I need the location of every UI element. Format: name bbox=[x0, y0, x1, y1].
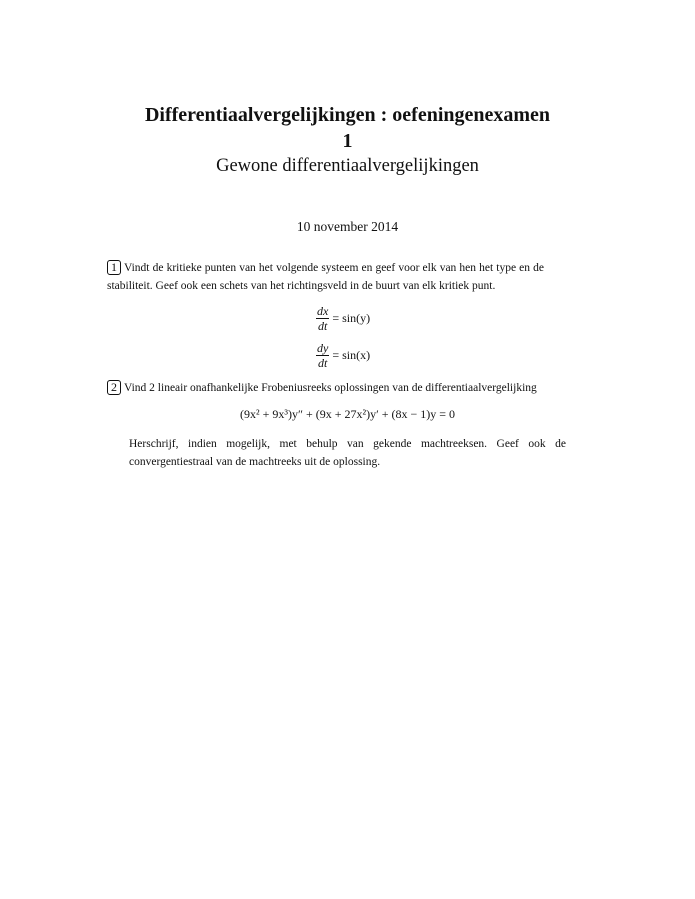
exam-date: 10 november 2014 bbox=[296, 219, 399, 234]
question-1-text: Vindt de kritieke punten van het volgende systeem en geef voor elk van hen het type en de stabiliteit. Geef ook een schets van het richtingsveld in de buurt van elk kritiek punt. bbox=[107, 262, 544, 292]
question-2 bbox=[107, 380, 577, 398]
fraction-denominator: dt bbox=[317, 319, 328, 333]
question-2-text: Vind 2 lineair onafhankelijke Frobeniusreeks oplossingen van de differentiaalvergelijking bbox=[124, 382, 537, 394]
fraction-numerator: dx bbox=[317, 304, 329, 318]
exam-subtitle: Gewone differentiaalvergelijkingen bbox=[216, 156, 479, 176]
equation-rhs: = sin(y) bbox=[332, 311, 371, 325]
equation-dy-dt bbox=[316, 342, 370, 369]
question-number-2: 2 bbox=[107, 380, 121, 395]
equation-dx-dt bbox=[316, 305, 370, 332]
exam-title-line1: Differentiaalvergelijkingen : oefeningenexamen bbox=[144, 104, 551, 126]
frobenius-equation: (9x² + 9x³)y″ + (9x + 27x²)y′ + (8x − 1)y = 0 bbox=[240, 407, 455, 421]
fraction-denominator: dt bbox=[317, 356, 328, 370]
question-number-1: 1 bbox=[107, 260, 121, 275]
fraction-numerator: dy bbox=[317, 341, 329, 355]
equation-rhs: = sin(x) bbox=[332, 348, 371, 362]
question-2-followup: Herschrijf, indien mogelijk, met behulp van gekende machtreeksen. Geef ook de convergentiestraal van de machtreeks uit de oplossing. bbox=[129, 438, 566, 468]
question-1 bbox=[107, 260, 544, 295]
exam-title-line2: 1 bbox=[342, 130, 353, 152]
